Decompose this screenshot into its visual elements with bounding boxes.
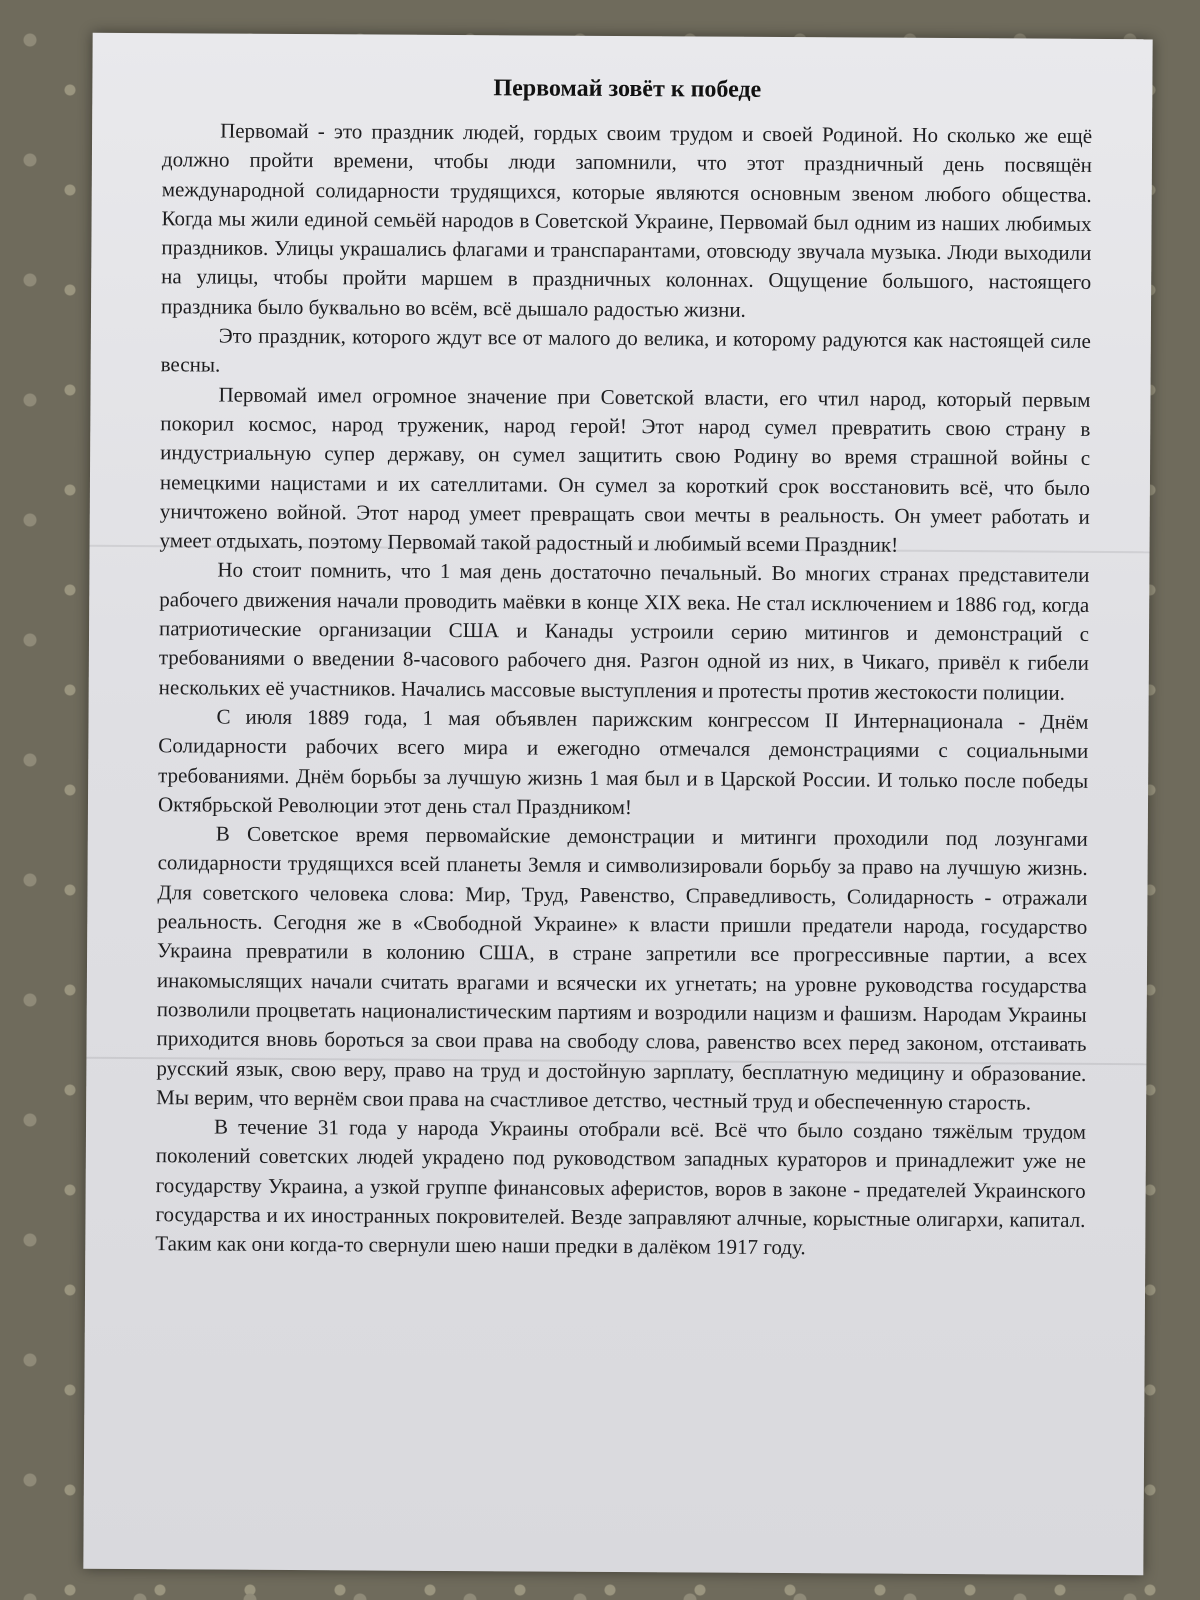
paragraph-5: С июля 1889 года, 1 мая объявлен парижским конгрессом II Интернационала - Днём Солидарности рабочих всего мира и ежегодно отмечался демонстрациями с социальными требованиями. Днём борьбы за лучшую жизнь 1 мая был и в Царской России. И только после победы Октябрьской Революции этот день стал Праздником!	[157, 704, 1089, 819]
paragraph-3: Первомай имел огромное значение при Советской власти, его чтил народ, который первым покорил космос, народ труженик, народ герой! Этот народ сумел превратить свою страну в индустриальную супер державу, он сумел защитить свою Родину во время страшной войны с немецкими нацистами и их сателлитами. Он сумел за короткий срок восстановить всё, что было уничтожено войной. Этот народ умеет превращать свои мечты в реальность. Он умеет работать и умеет отдыхать, поэтому Первомай такой радостный и любимый всеми Праздник!	[159, 382, 1091, 557]
paragraph-7: В течение 31 года у народа Украины отобрали всё. Всё что было создано тяжёлым трудом поколений советских людей украдено под руководством западных кураторов и принадлежит уже не государству Украина, а узкой группе финансовых аферистов, воров в законе - предателей Украинского государства и их иностранных покровителей. Везде заправляют алчные, корыстные олигархи, капитал. Таким как они когда-то свернули шею наши предки в далёком 1917 году.	[155, 1114, 1087, 1260]
paper-sheet	[83, 33, 1152, 1575]
paragraph-4: Но стоит помнить, что 1 мая день достаточно печальный. Во многих странах представители рабочего движения начали проводить маёвки в конце XIX века. Не стал исключением и 1886 год, когда патриотические организации США и Канады устроили серию митингов и демонстраций с требованиями о введении 8-часового рабочего дня. Разгон одной из них, в Чикаго, привёл к гибели нескольких её участников. Начались массовые выступления и протесты против жестокости полиции.	[158, 558, 1090, 705]
paragraph-2: Это праздник, которого ждут все от малого до велика, и которому радуются как настоящей силе весны.	[160, 323, 1091, 377]
document-body	[155, 73, 1092, 1264]
paragraph-1: Первомай - это праздник людей, гордых своим трудом и своей Родиной. Но сколько же ещё должно пройти времени, чтобы люди запомнили, что этот праздничный день посвящён международной солидарности трудящихся, которые являются основным звеном любого общества. Когда мы жили единой семьёй народов в Советской Украине, Первомай был одним из наших любимых праздников. Улицы украшались флагами и транспарантами, отовсюду звучала музыка. Люди выходили на улицы, чтобы пройти маршем в праздничных колоннах. Ощущение большого, настоящего праздника было буквально во всём, всё дышало радостью жизни.	[160, 118, 1093, 322]
document-title: Первомай зовёт к победе	[493, 75, 762, 103]
paragraph-6: В Советское время первомайские демонстрации и митинги проходили под лозунгами солидарности трудящихся всей планеты Земля и символизировали борьбу за право на лучшую жизнь. Для советского человека слова: Мир, Труд, Равенство, Справедливость, Солидарность - отражали реальность. Сегодня же в «Свободной Украине» к власти пришли предатели народа, государство Украина превратили в колонию США, в стране запретили все прогрессивные партии, а всех инакомыслящих начали считать врагами и всячески их угнетать; на уровне руководства государства позволили процветать националистическим партиям и возродили нацизм и фашизм. Народам Украины приходится вновь бороться за свои права на свободу слова, равенство всех перед законом, отстаивать русский язык, свою веру, право на труд и достойную зарплату, бесплатную медицину и образование. Мы верим, что вернём свои права на счастливое детство, честный труд и обеспеченную старость.	[156, 821, 1088, 1115]
